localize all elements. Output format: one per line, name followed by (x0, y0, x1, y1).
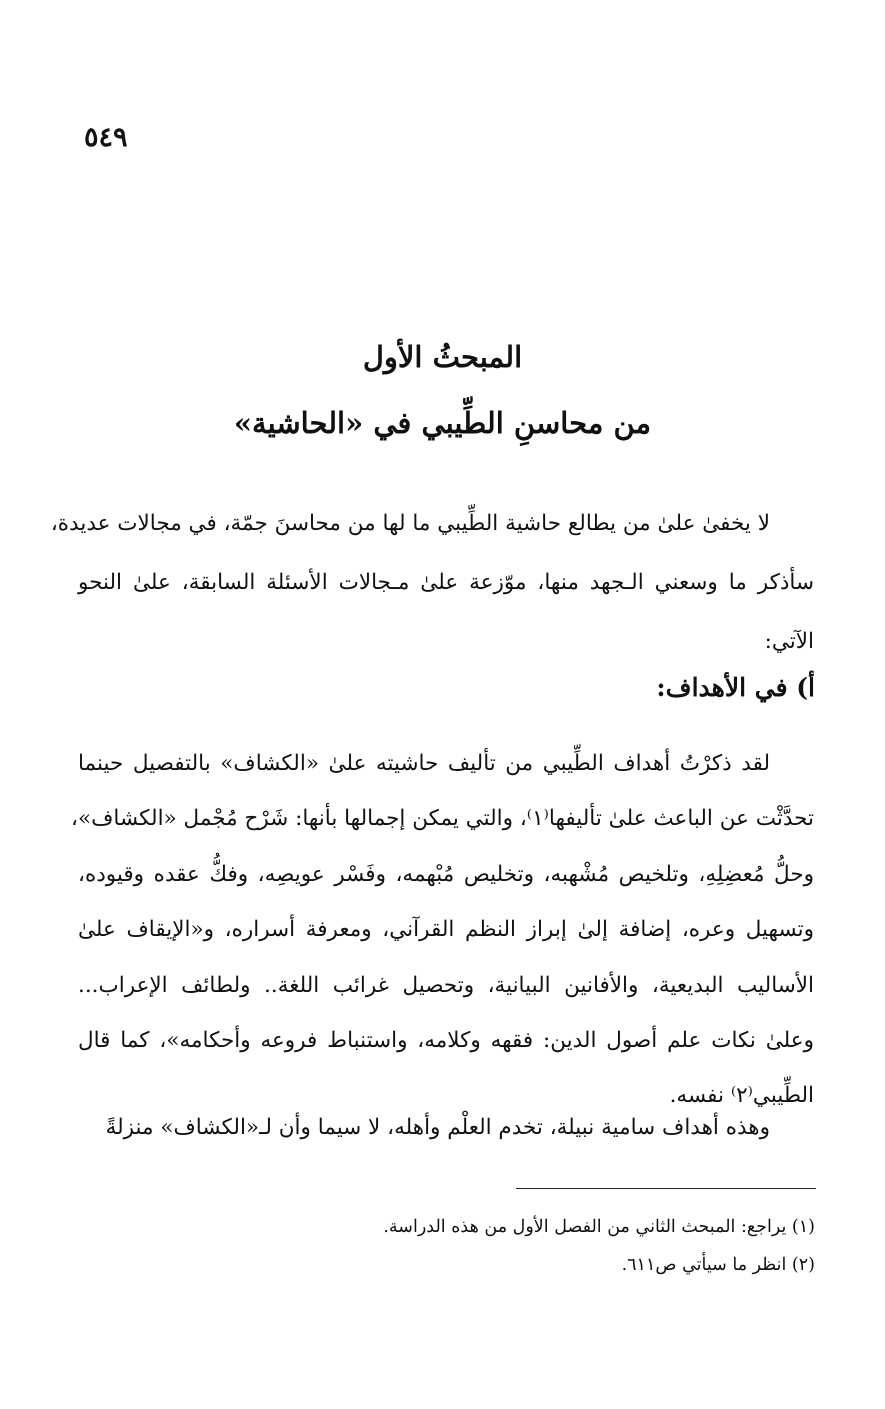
section-heading: أ) في الأهداف: (656, 673, 815, 702)
intro-paragraph (50, 494, 814, 671)
intro-line: لا يخفىٰ علىٰ من يطالع حاشية الطِّيبي ما لها من محاسنَ جمّة، في مجالات عديدة، (50, 511, 770, 536)
footnote-2: (٢) انظر ما سيأتي ص٦١١. (621, 1255, 815, 1275)
footnote-divider (516, 1188, 816, 1189)
goals-paragraph (71, 736, 814, 1124)
goals-line: وتسهيل وعره، إضافة إلىٰ إبراز النظم القرآني، ومعرفة أسراره، و«الإيقاف علىٰ (78, 917, 814, 943)
intro-line: سأذكر ما وسعني الـجهد منها، موّزعة علىٰ مـجالات الأسئلة السابقة، علىٰ النحو (78, 570, 814, 595)
closing-line: وهذه أهداف سامية نبيلة، تخدم العلْم وأهله، لا سيما وأن لـ«الكشاف» منزلةً (105, 1115, 770, 1140)
goals-line: تحدَّثْت عن الباعث علىٰ تأليفها⁽١⁾، والتي يمكن إجمالها بأنها: شَرْح مُجْمل «الكشاف»، (71, 806, 814, 832)
goals-line: الأساليب البديعية، والأفانين البيانية، وتحصيل غرائب اللغة.. ولطائف الإعراب... (78, 972, 814, 998)
intro-line: الآتي: (764, 629, 814, 654)
page-number: ٥٤٩ (84, 122, 128, 153)
closing-paragraph (78, 1104, 814, 1152)
goals-line: لقد ذكرْتُ أهداف الطِّيبي من تأليف حاشيته علىٰ «الكشاف» بالتفصيل حينما (78, 751, 770, 776)
chapter-subtitle: من محاسنِ الطِّيبي في «الحاشية» (233, 406, 652, 440)
goals-line: الطِّيبي⁽٢⁾ نفسه. (669, 1083, 814, 1109)
chapter-title: المبحثُ الأول (362, 340, 523, 374)
footnote-1: (١) يراجع: المبحث الثاني من الفصل الأول من هذه الدراسة. (383, 1217, 815, 1237)
goals-line: وحلُّ مُعضِلِهِ، وتلخيص مُشْهبه، وتخليص مُبْهمه، وفَسْر عويصِه، وفكُّ عقده وقيوده، (78, 861, 814, 887)
goals-line: وعلىٰ نكات علم أصول الدين: فقهه وكلامه، واستنباط فروعه وأحكامه»، كما قال (78, 1027, 814, 1053)
footnotes (383, 1208, 815, 1284)
